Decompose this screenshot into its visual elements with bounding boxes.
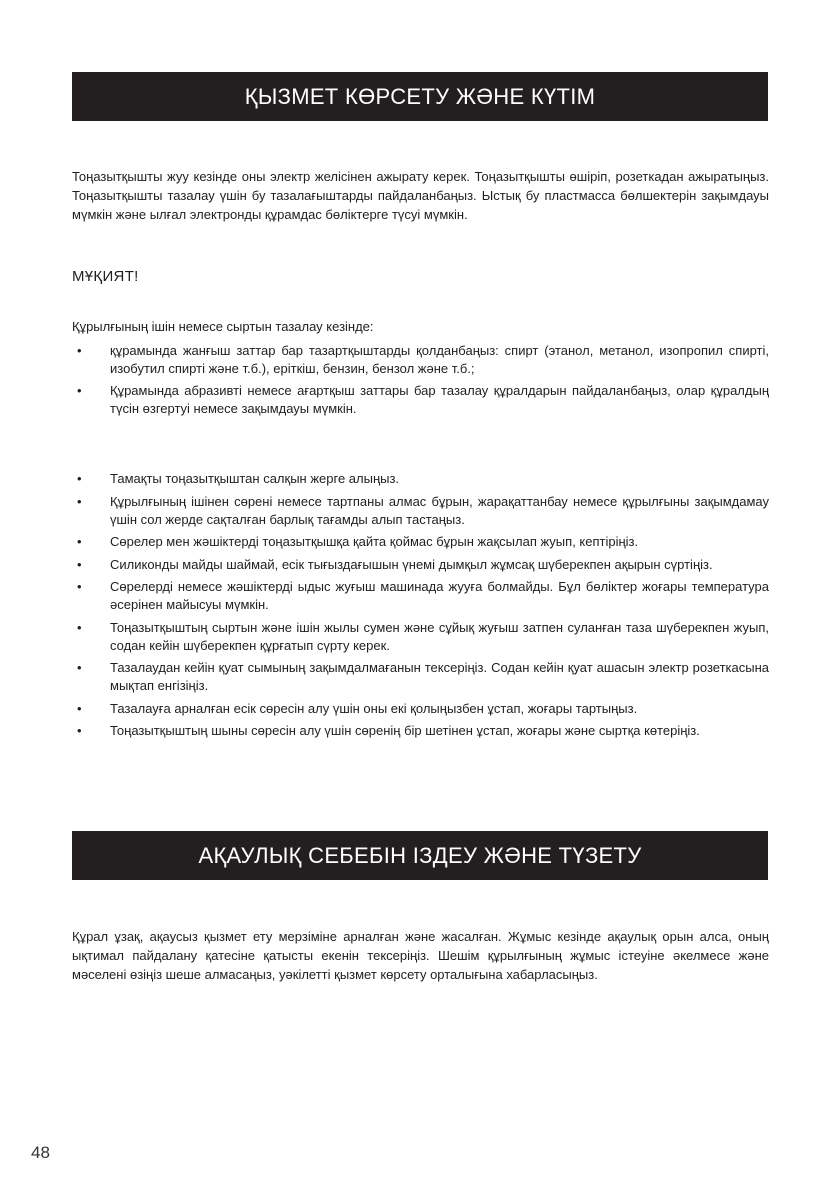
section-title-banner [72,831,768,880]
bullet-icon: • [77,723,82,738]
list-item [72,659,769,695]
list-item [72,619,769,655]
list-item-text: Құрылғының ішінен сөрені немесе тартпаны алмас бұрын, жарақаттанбау немесе құрылғыны зақымдамау үшін сол жерде сақталған барлық тағамды алып тастаңыз. [110,493,769,527]
list-item-text: құрамында жанғыш заттар бар тазартқыштарды қолданбаңыз: спирт (этанол, метанол, изопропил спирті, изобутил спирті және т.б.), еріткіш, бензин, бензол және т.б.; [110,343,769,376]
section-title-banner [72,72,768,121]
list-item [72,722,769,740]
list-item-text: Тазалаудан кейін қуат сымының зақымдалмағанын тексеріңіз. Содан кейін қуат ашасын электр розеткасына мықтап енгізіңіз. [110,660,769,693]
bullet-icon: • [77,343,82,358]
list-item-text: Тоңазытқыштың шыны сөресін алу үшін сөренің бір шетінен ұстап, жоғары және сыртқа көтеріңіз. [110,723,700,738]
list-item-text: Тамақты тоңазытқыштан салқын жерге алыңыз. [110,471,400,486]
section-title: ҚЫЗМЕТ КӨРСЕТУ ЖӘНЕ КҮТІМ [244,83,596,109]
warning-list [72,342,769,422]
cleaning-steps-list [72,470,769,745]
bullet-icon: • [77,383,82,398]
bullet-icon: • [77,493,82,509]
list-item [72,556,769,574]
warning-heading: МҰҚИЯТ! [72,268,139,285]
bullet-icon: • [77,579,82,594]
list-item-text: Сөрелер мен жәшіктерді тоңазытқышқа қайта қоймас бұрын жақсылап жуып, кептіріңіз. [110,534,639,549]
list-item [72,578,769,614]
bullet-icon: • [77,619,82,635]
bullet-icon: • [77,700,82,716]
intro-paragraph: Тоңазытқышты жуу кезінде оны электр желісінен ажырату керек. Тоңазытқышты өшіріп, розеткадан ажыратыңыз. Тоңазытқышты тазалау үшін бу тазалағыштарды пайдаланбаңыз. Ыстық бу пластмасса бөлшектерін зақымдауы мүмкін және ылғал электронды құрамдас бөліктерге түсуі мүмкін. [72,169,769,222]
list-item [72,382,769,418]
warning-lead-text: Құрылғының ішін немесе сыртын тазалау кезінде: [72,319,374,334]
list-item-text: Тазалауға арналған есік сөресін алу үшін оны екі қолыңызбен ұстап, жоғары тартыңыз. [110,700,638,716]
list-item [72,342,769,378]
troubleshooting-paragraph: Құрал ұзақ, ақаусыз қызмет ету мерзіміне арналған және жасалған. Жұмыс кезінде ақаулық орын алса, оның ықтимал пайдалану қатесіне қатысты екенін тексеріңіз. Шешім құрылғының жұмыс істеуіне әкелмесе және мәселені өзіңіз шеше алмасаңыз, уәкілетті қызмет көрсету орталығына хабарласыңыз. [72,929,769,982]
list-item [72,700,769,718]
list-item [72,470,769,488]
page-number: 48 [31,1143,50,1162]
bullet-icon: • [77,556,82,572]
list-item-text: Тоңазытқыштың сыртын және ішін жылы сумен және сұйық жуғыш затпен суланған таза шүберекпен жуып, содан кейін шүберекпен құрғатып сүрту керек. [110,619,769,653]
list-item [72,493,769,529]
bullet-icon: • [77,471,82,486]
bullet-icon: • [77,660,82,675]
list-item-text: Сөрелерді немесе жәшіктерді ыдыс жуғыш машинада жууға болмайды. Бұл бөліктер жоғары температура әсерінен майысуы мүмкін. [110,579,769,612]
section-title: АҚАУЛЫҚ СЕБЕБІН ІЗДЕУ ЖӘНЕ ТҮЗЕТУ [198,842,642,868]
list-item-text: Құрамында абразивті немесе ағартқыш заттары бар тазалау құралдарын пайдаланбаңыз, олар құралдың түсін өзгертуі немесе зақымдауы мүмкін. [110,383,769,416]
list-item [72,533,769,551]
bullet-icon: • [77,534,82,549]
list-item-text: Силиконды майды шаймай, есік тығыздағышын үнемі дымқыл жұмсақ шүберекпен ақырын сүртіңіз. [110,556,713,572]
